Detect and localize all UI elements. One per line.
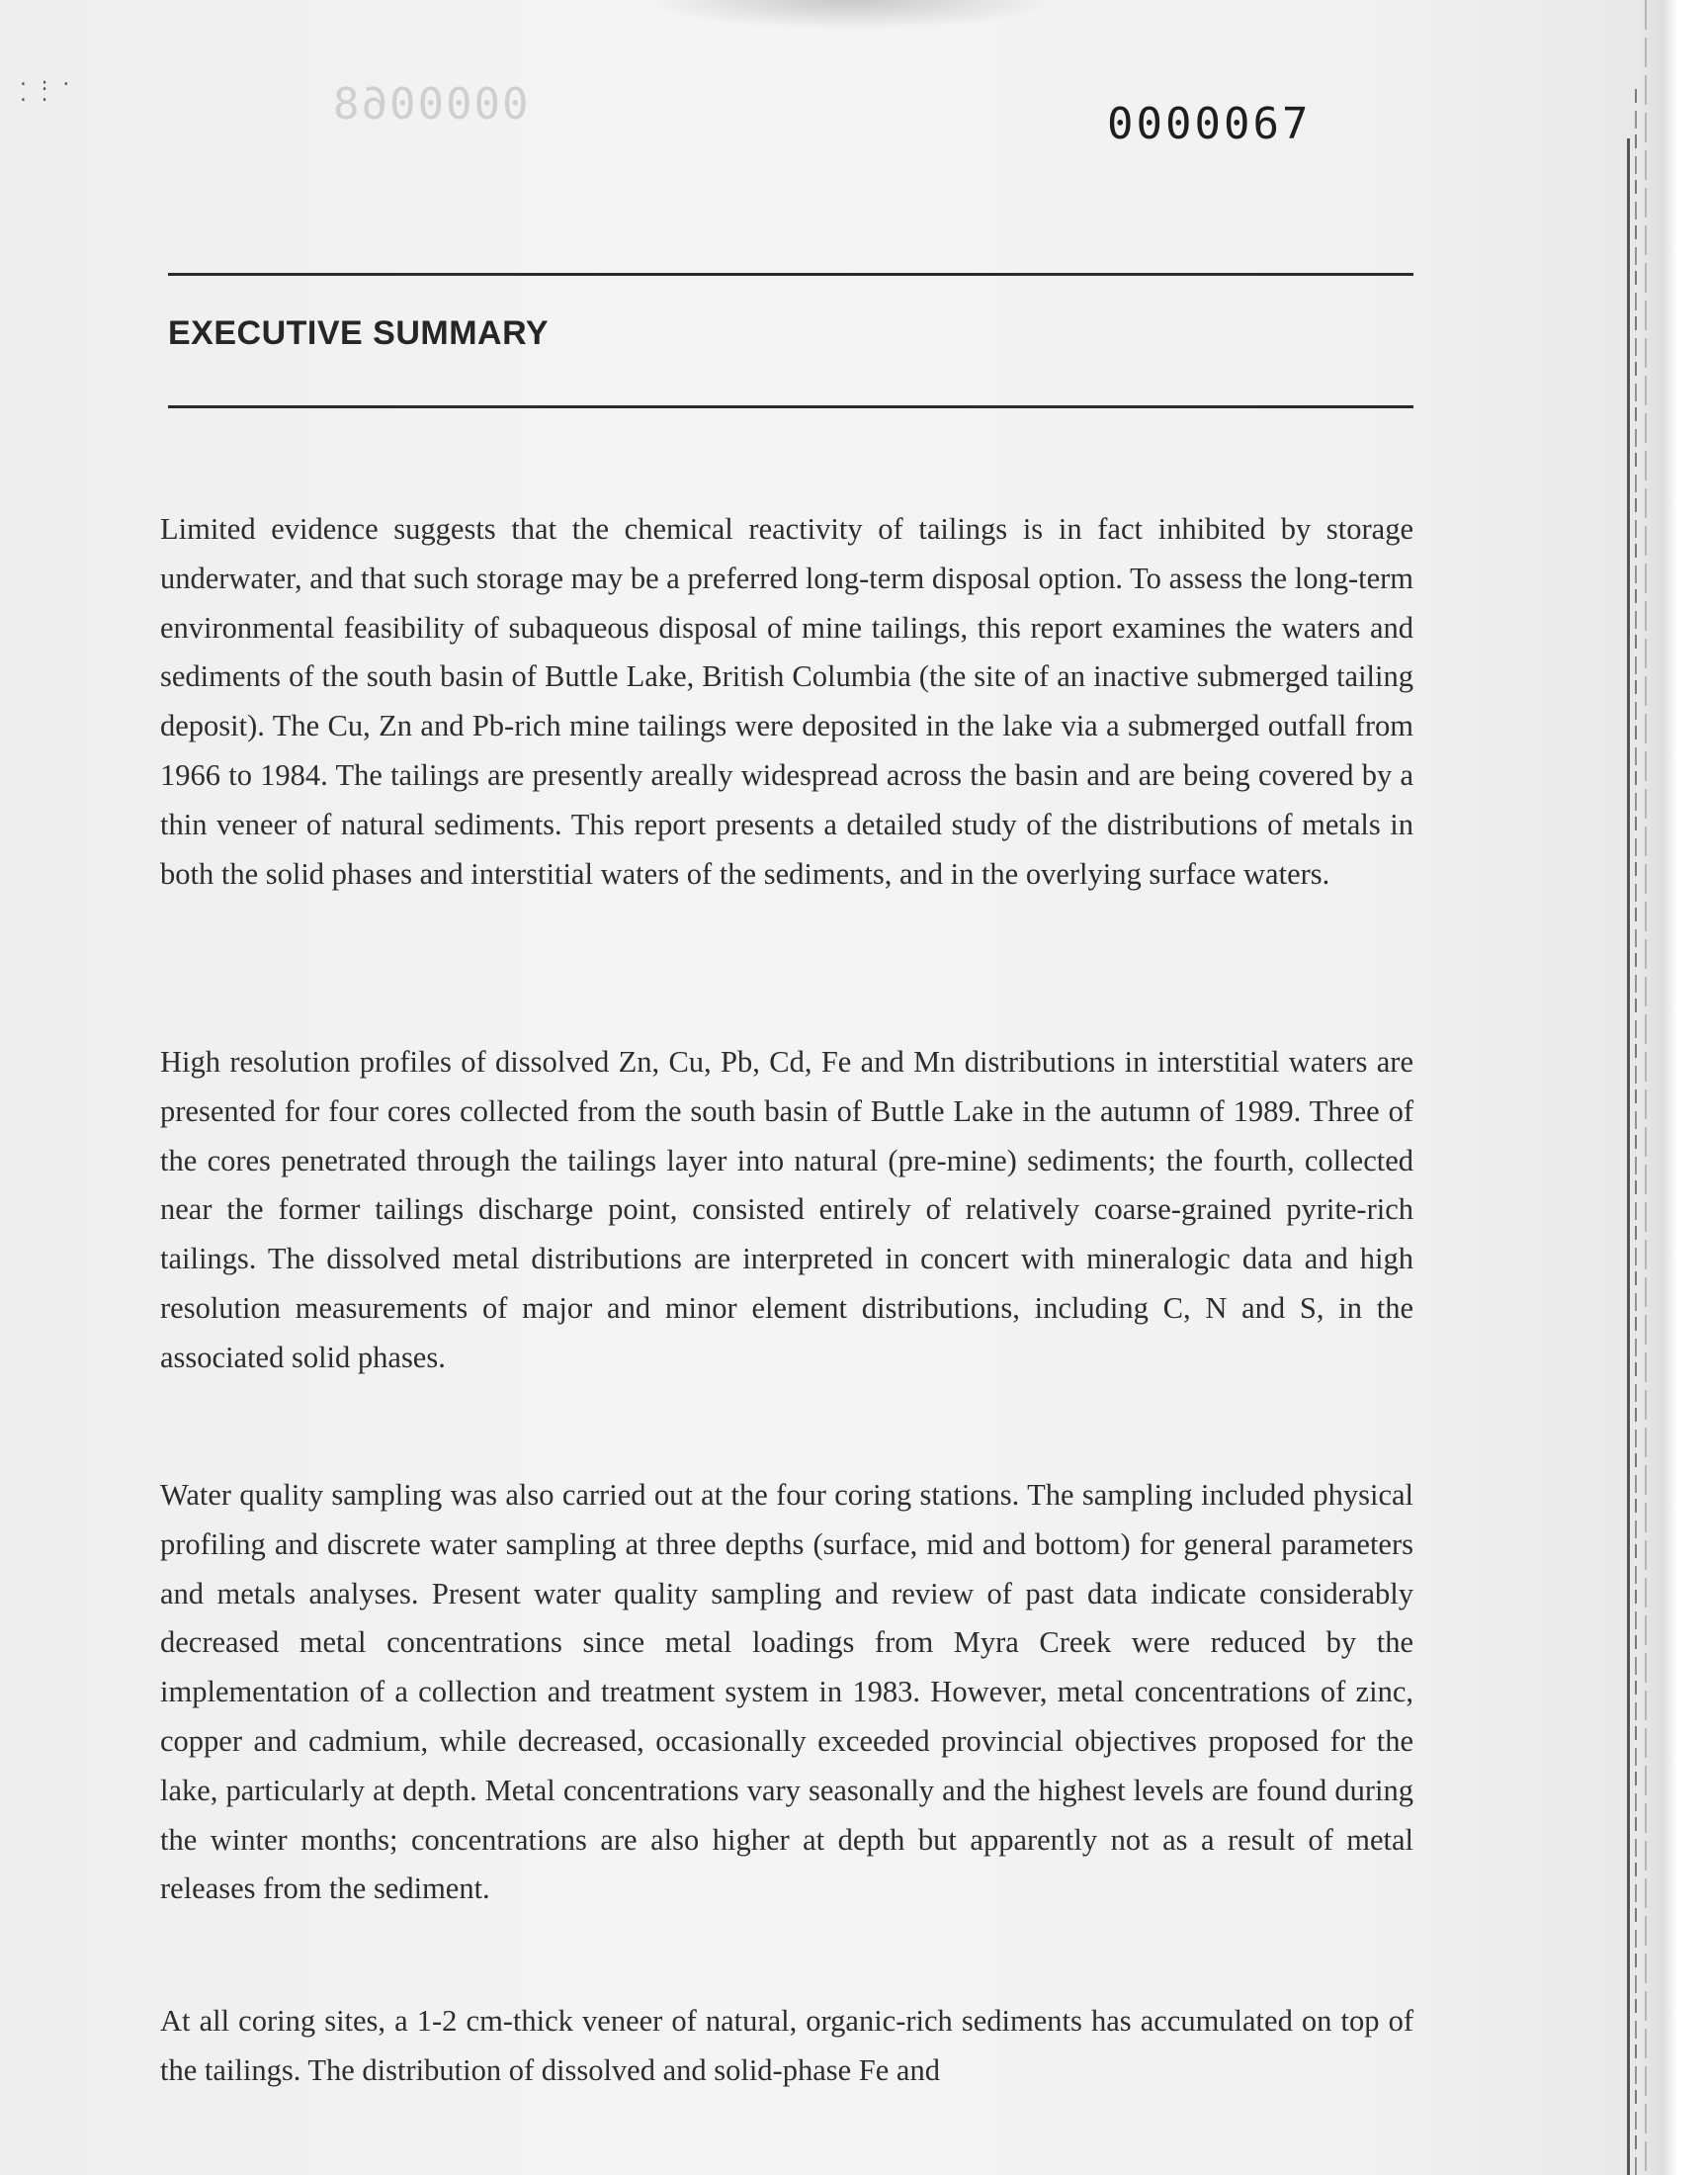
scan-specks: · : · · · [18, 74, 72, 111]
paragraph-4: At all coring sites, a 1-2 cm-thick veneer of natural, organic-rich sediments has accumulated on top of the tailings. The distribution of dissolved and solid-phase Fe and [160, 2004, 1413, 2087]
paragraph-3: Water quality sampling was also carried out at the four coring stations. The sampling included physical profiling and discrete water sampling at three depths (surface, mid and bottom) for general parameters and metals analyses. Present water quality sampling and review of past data indicate considerably decreased metal concentrations since metal loadings from Myra Creek were reduced by the implementation of a collection and treatment system in 1983. However, metal concentrations of zinc, copper and cadmium, while decreased, occasionally exceeded provincial objectives proposed for the lake, particularly at depth. Metal concentrations vary seasonally and the highest levels are found during the winter months; concentrations are also higher at depth but apparently not as a result of metal releases from the sediment. [160, 1478, 1413, 1906]
title-rule-top [168, 273, 1413, 276]
scan-edge-shadow [1639, 0, 1708, 2175]
page-title: EXECUTIVE SUMMARY [168, 314, 550, 352]
scan-smudge [642, 0, 1058, 30]
paragraph-1: Limited evidence suggests that the chemical reactivity of tailings is in fact inhibited by storage underwater, and that such storage may be a preferred long-term disposal option. To assess the long-term environmental feasibility of subaqueous disposal of mine tailings, this report examines the waters and sediments of the south basin of Buttle Lake, British Columbia (the site of an inactive submerged tailing deposit). The Cu, Zn and Pb-rich mine tailings were deposited in the lake via a submerged outfall from 1966 to 1984. The tailings are presently areally widespread across the basin and are being covered by a thin veneer of natural sediments. This report presents a detailed study of the distributions of metals in both the solid phases and interstitial waters of the sediments, and in the overlying surface waters. [160, 512, 1413, 891]
bleed-through-page-number: 0000068 [331, 79, 529, 130]
scan-edge-line-dashed [1635, 89, 1637, 2175]
scan-edge-line [1627, 138, 1630, 2175]
title-rule-bottom [168, 405, 1413, 408]
paragraph-2: High resolution profiles of dissolved Zn, Cu, Pb, Cd, Fe and Mn distributions in interstitial waters are presented for four cores collected from the south basin of Buttle Lake in the autumn of 1989. Three of the cores penetrated through the tailings layer into natural (pre-mine) sediments; the fourth, collected near the former tailings discharge point, consisted entirely of relatively coarse-grained pyrite-rich tailings. The dissolved metal distributions are interpreted in concert with mineralogic data and high resolution measurements of major and minor element distributions, including C, N and S, in the associated solid phases. [160, 1045, 1413, 1374]
scan-edge-line-faint [1645, 0, 1647, 2175]
page-number-stamp: 0000067 [1107, 99, 1312, 149]
